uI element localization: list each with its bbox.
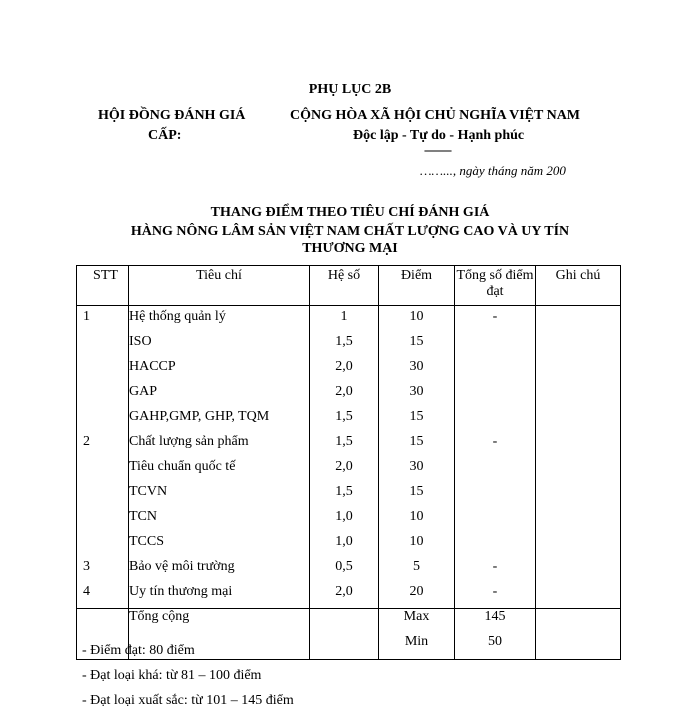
row-criterion: TCN xyxy=(129,508,310,533)
row-stt: 3 xyxy=(77,558,129,583)
row-coefficient: 1,5 xyxy=(310,333,379,358)
row-note xyxy=(536,358,621,383)
row-stt xyxy=(77,533,129,558)
table-row xyxy=(77,533,621,558)
table-row xyxy=(77,458,621,483)
header-stt: STT xyxy=(77,266,129,306)
row-criterion: GAHP,GMP, GHP, TQM xyxy=(129,408,310,433)
note-good-range: - Đạt loại khá: từ 81 – 100 điểm xyxy=(82,668,262,683)
row-total xyxy=(455,483,536,508)
row-stt xyxy=(77,483,129,508)
row-stt: 1 xyxy=(77,306,129,334)
row-note xyxy=(536,383,621,408)
note-pass-score: - Điểm đạt: 80 điểm xyxy=(82,643,195,658)
row-note xyxy=(536,483,621,508)
row-score: 30 xyxy=(379,358,455,383)
total-stt-cell xyxy=(77,609,129,635)
table-row xyxy=(77,383,621,408)
header-total-line1: Tổng số điểm xyxy=(456,268,534,283)
row-coefficient: 1,0 xyxy=(310,508,379,533)
total-coef-cell xyxy=(310,609,379,635)
table-header-row xyxy=(77,266,621,306)
row-coefficient: 2,0 xyxy=(310,583,379,609)
total-row-max xyxy=(77,609,621,635)
row-criterion: TCVN xyxy=(129,483,310,508)
row-coefficient: 2,0 xyxy=(310,458,379,483)
row-criterion: ISO xyxy=(129,333,310,358)
row-criterion: Uy tín thương mại xyxy=(129,583,310,609)
date-line: ……..., ngày tháng năm 200 xyxy=(420,163,566,178)
doc-title-line1: THANG ĐIỂM THEO TIÊU CHÍ ĐÁNH GIÁ xyxy=(210,205,490,220)
table-row xyxy=(77,583,621,609)
row-total xyxy=(455,358,536,383)
header-criterion: Tiêu chí xyxy=(129,266,310,306)
total-coef-cell xyxy=(310,634,379,660)
row-stt xyxy=(77,458,129,483)
table-row xyxy=(77,358,621,383)
total-note-cell xyxy=(536,634,621,660)
row-stt: 4 xyxy=(77,583,129,609)
table-row xyxy=(77,558,621,583)
row-score: 15 xyxy=(379,433,455,458)
motto-separator: --------- xyxy=(424,143,451,157)
row-score: 15 xyxy=(379,333,455,358)
row-note xyxy=(536,508,621,533)
table-row xyxy=(77,306,621,334)
council-level: CẤP: xyxy=(148,128,182,143)
row-total xyxy=(455,333,536,358)
row-criterion: TCCS xyxy=(129,533,310,558)
header-coefficient: Hệ số xyxy=(310,266,379,306)
row-criterion: Bảo vệ môi trường xyxy=(129,558,310,583)
row-note xyxy=(536,306,621,334)
total-note-cell xyxy=(536,609,621,635)
row-total: - xyxy=(455,433,536,458)
max-value: 145 xyxy=(455,609,536,635)
note-excellent-range: - Đạt loại xuất sắc: từ 101 – 145 điểm xyxy=(82,693,294,708)
header-note: Ghi chú xyxy=(536,266,621,306)
min-value: 50 xyxy=(455,634,536,660)
row-score: 30 xyxy=(379,383,455,408)
row-stt xyxy=(77,408,129,433)
row-coefficient: 0,5 xyxy=(310,558,379,583)
table-row xyxy=(77,333,621,358)
row-score: 5 xyxy=(379,558,455,583)
table-body xyxy=(77,306,621,660)
row-note xyxy=(536,408,621,433)
min-label: Min xyxy=(379,634,455,660)
row-stt xyxy=(77,333,129,358)
table-row xyxy=(77,483,621,508)
row-stt xyxy=(77,358,129,383)
row-criterion: Tiêu chuẩn quốc tế xyxy=(129,458,310,483)
max-label: Max xyxy=(379,609,455,635)
row-criterion: HACCP xyxy=(129,358,310,383)
row-note xyxy=(536,558,621,583)
row-total xyxy=(455,408,536,433)
appendix-label: PHỤ LỤC 2B xyxy=(308,82,392,97)
row-stt xyxy=(77,508,129,533)
header-total xyxy=(455,266,536,306)
header-score: Điểm xyxy=(379,266,455,306)
row-score: 15 xyxy=(379,483,455,508)
row-criterion: GAP xyxy=(129,383,310,408)
row-coefficient: 2,0 xyxy=(310,383,379,408)
row-stt xyxy=(77,383,129,408)
table-row xyxy=(77,433,621,458)
row-coefficient: 1,0 xyxy=(310,533,379,558)
row-coefficient: 1 xyxy=(310,306,379,334)
row-score: 10 xyxy=(379,533,455,558)
row-coefficient: 2,0 xyxy=(310,358,379,383)
council-title: HỘI ĐỒNG ĐÁNH GIÁ xyxy=(98,108,246,123)
total-label: Tổng cộng xyxy=(129,609,310,635)
row-score: 15 xyxy=(379,408,455,433)
row-score: 20 xyxy=(379,583,455,609)
row-criterion: Hệ thống quản lý xyxy=(129,306,310,334)
row-score: 10 xyxy=(379,306,455,334)
row-coefficient: 1,5 xyxy=(310,483,379,508)
criteria-table xyxy=(76,265,621,660)
row-note xyxy=(536,583,621,609)
row-criterion: Chất lượng sản phẩm xyxy=(129,433,310,458)
row-total xyxy=(455,533,536,558)
row-note xyxy=(536,458,621,483)
row-coefficient: 1,5 xyxy=(310,408,379,433)
row-note xyxy=(536,433,621,458)
national-motto: Độc lập - Tự do - Hạnh phúc xyxy=(353,128,525,143)
row-total: - xyxy=(455,558,536,583)
row-score: 10 xyxy=(379,508,455,533)
row-coefficient: 1,5 xyxy=(310,433,379,458)
row-total xyxy=(455,508,536,533)
header-total-line2: đạt xyxy=(486,284,504,299)
republic-title: CỘNG HÒA XÃ HỘI CHỦ NGHĨA VIỆT NAM xyxy=(290,108,581,123)
table-row xyxy=(77,408,621,433)
doc-title-line2: HÀNG NÔNG LÂM SẢN VIỆT NAM CHẤT LƯỢNG CAO VÀ UY TÍN xyxy=(130,224,570,239)
row-total: - xyxy=(455,583,536,609)
row-note xyxy=(536,533,621,558)
row-score: 30 xyxy=(379,458,455,483)
row-note xyxy=(536,333,621,358)
doc-title-line3: THƯƠNG MẠI xyxy=(302,241,398,256)
row-total xyxy=(455,383,536,408)
row-stt: 2 xyxy=(77,433,129,458)
table-row xyxy=(77,508,621,533)
row-total: - xyxy=(455,306,536,334)
row-total xyxy=(455,458,536,483)
